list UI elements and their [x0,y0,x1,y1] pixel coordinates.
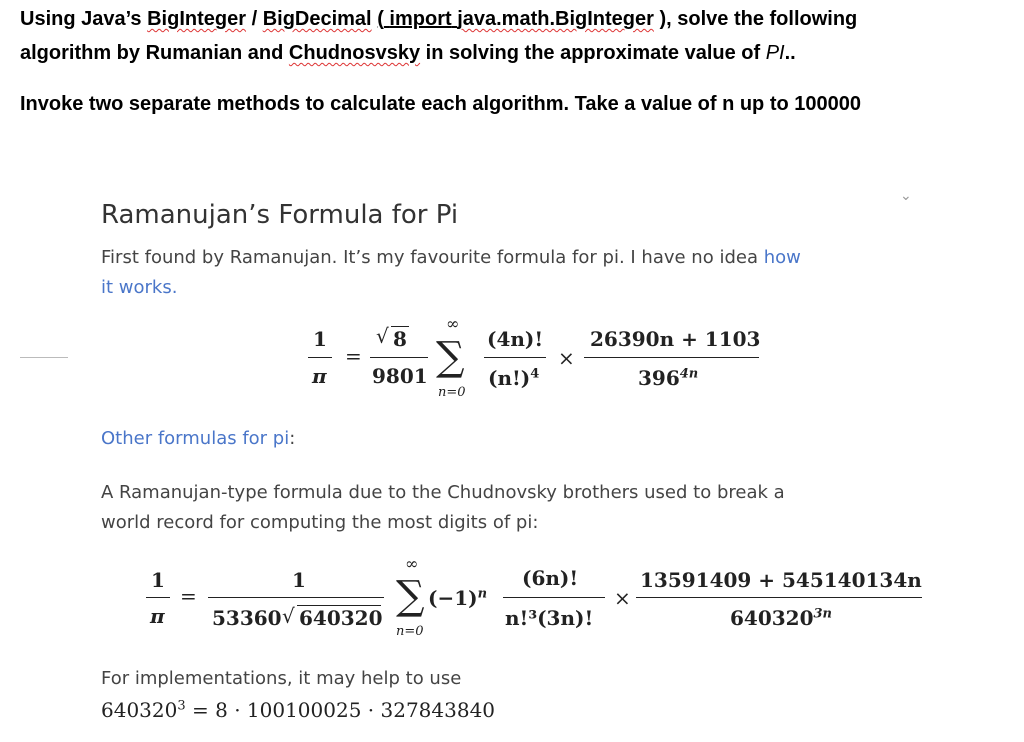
text-pi: PI [765,42,785,64]
f1-right-bar [584,357,759,358]
text: ( [377,8,384,30]
f1-frac-den [488,366,539,390]
text-import: import [389,8,452,30]
sqrt-symbol-2: √ [282,604,295,628]
text-package: java.math.BigInteger [457,8,654,30]
how-it-works-link-2[interactable]: it works. [101,277,178,298]
sqrt-symbol: √ [376,324,389,348]
text: 3n [813,606,832,622]
instruction-line-3: Invoke two separate methods to calculate each algorithm. Take a value of n up to 100000 [20,93,862,115]
impl-line: For implementations, it may help to use [101,668,462,689]
f2-sign [428,586,487,610]
f1-sum-sign: ∑ [436,334,465,380]
chevron-icon: ⌄ [900,188,912,204]
f2-sum-sign: ∑ [396,573,425,619]
text: 4 [530,366,540,382]
f2-coef-den-sqrt: 640320 [299,606,383,630]
f2-coef-den-a: 53360 [212,606,282,630]
identity-equation [101,698,495,722]
text: n [477,586,488,602]
f2-sum-bot: n=0 [396,624,424,639]
text: Other formulas for pi [101,428,290,449]
text-bigdecimal: BigDecimal [262,8,372,30]
f2-frac-num: (6n)! [522,566,579,590]
how-it-works-link[interactable]: how [763,247,801,268]
f2-right-num: 13591409 + 545140134n [640,568,922,592]
text: (n!) [488,366,531,390]
f1-sum-top: ∞ [446,314,460,333]
text: (−1) [428,586,478,610]
f1-frac-bar [484,357,546,358]
text: / [246,8,263,30]
text: 640320 [730,606,814,630]
f2-coef-num: 1 [292,568,306,592]
f1-right-num: 26390n + 1103 [590,327,761,351]
text: ), solve the following [653,8,858,30]
divider [20,357,68,358]
f2-right-den [730,606,832,630]
f1-right-den [638,366,698,390]
article-title: Ramanujan’s Formula for Pi [101,200,459,230]
f2-times: × [614,586,631,610]
f2-eq: = [180,584,197,608]
text: 4n [679,366,699,382]
f2-lhs-bar [146,597,170,598]
f2-coef-bar [208,597,384,598]
text: algorithm by Rumanian and [20,42,289,64]
text: : [289,428,296,449]
text: 640320 [101,698,178,722]
f2-lhs-num: 1 [151,568,165,592]
text: = 8 · 100100025 · 327843840 [192,698,496,722]
other-formulas-link[interactable] [101,424,295,454]
f2-frac-den: n!³(3n)! [505,606,594,630]
text: .. [784,42,796,64]
text: 396 [638,366,680,390]
f2-frac-bar [503,597,605,598]
f1-coef-den: 9801 [372,364,428,388]
text-chudnosvsky: Chudnosvsky [288,42,421,64]
f2-right-bar [636,597,922,598]
f1-sqrt-arg: 8 [393,327,407,351]
f2-lhs-den: π [150,604,165,628]
instruction-line-1 [20,8,857,31]
text: First found by Ramanujan. It’s my favourite formula for pi. I have no idea [101,247,764,268]
chud-line-1: A Ramanujan-type formula due to the Chudnovsky brothers used to break a [101,482,785,503]
text: Using Java’s [20,8,148,30]
f1-times: × [558,346,575,370]
f1-coef-bar [370,357,428,358]
f1-frac-num: (4n)! [487,327,544,351]
instruction-line-2 [20,42,796,65]
f1-lhs-bar [308,357,332,358]
text-biginteger: BigInteger [147,8,247,30]
intro-line-1 [101,243,801,273]
text: 3 [177,698,186,714]
f1-lhs-den: π [312,364,327,388]
f1-eq: = [345,344,362,368]
text: in solving the approximate value of [420,42,766,64]
f2-sum-top: ∞ [405,554,419,573]
f1-sum-bot: n=0 [438,385,466,400]
chud-line-2: world record for computing the most digits of pi: [101,512,539,533]
f1-lhs-num: 1 [313,327,327,351]
